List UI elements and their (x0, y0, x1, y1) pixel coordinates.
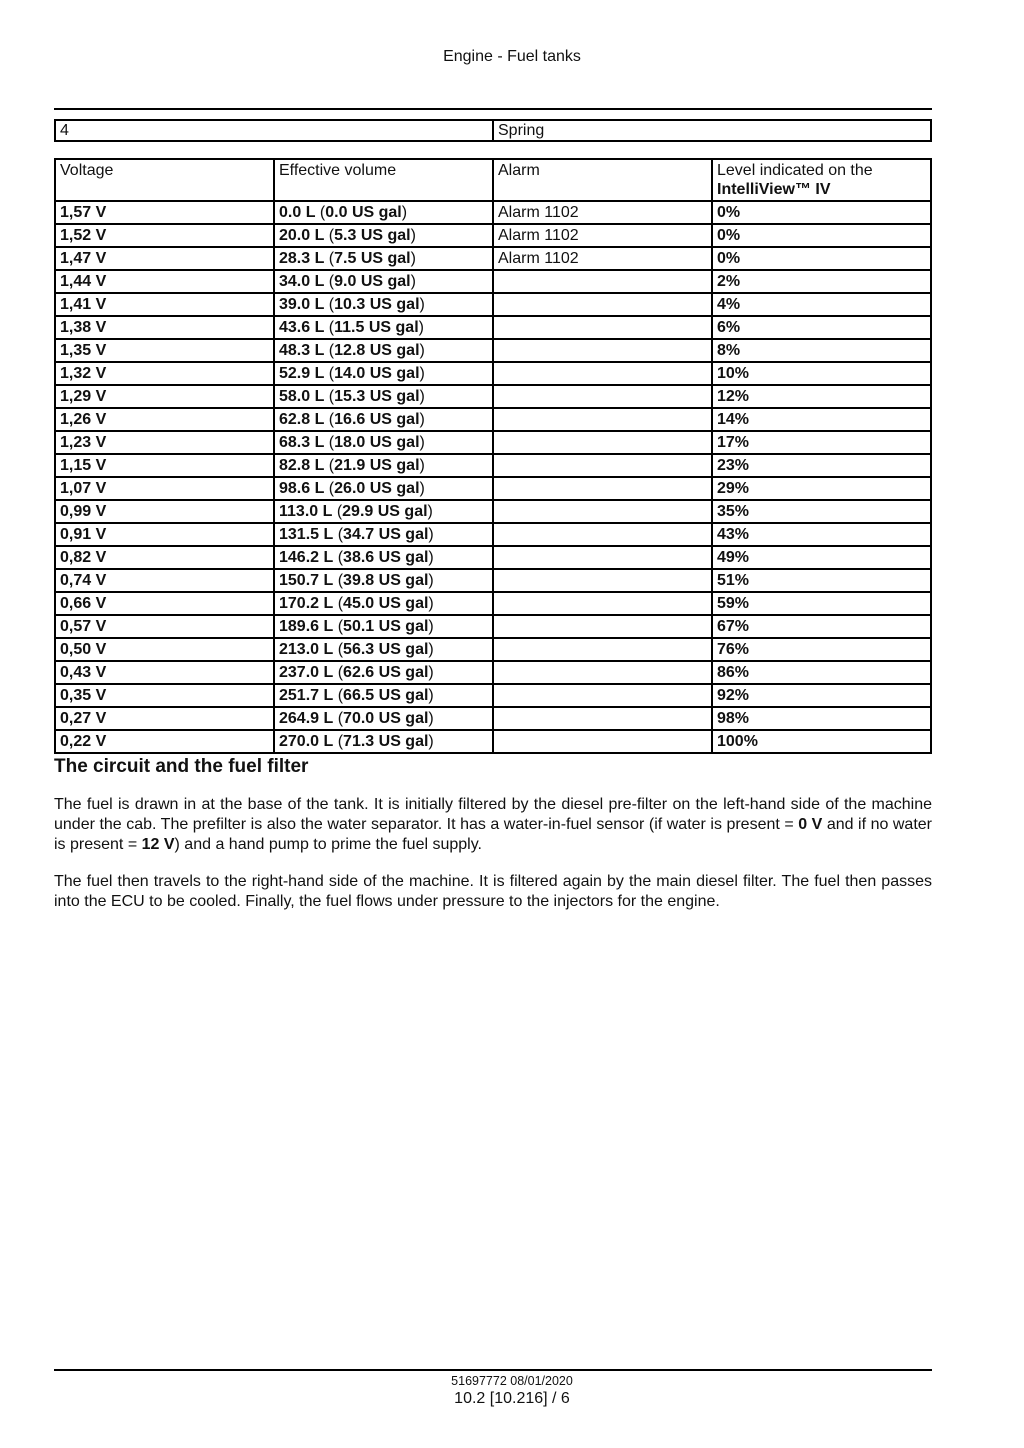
cell-effective-volume: 113.0 L (29.9 US gal) (274, 500, 493, 523)
table-row (55, 201, 931, 224)
header-alarm: Alarm (493, 159, 712, 201)
cell-alarm (493, 592, 712, 615)
cell-gallons: 12.8 US gal (334, 342, 420, 359)
cell-voltage: 1,44 V (55, 270, 274, 293)
p1-text-c: and if no water is present = (54, 816, 933, 853)
cell-liters: 251.7 L (279, 687, 334, 704)
table-row (55, 224, 931, 247)
cell-voltage: 0,50 V (55, 638, 274, 661)
cell-voltage: 0,74 V (55, 569, 274, 592)
cell-alarm (493, 454, 712, 477)
cell-alarm (493, 339, 712, 362)
cell-gallons: 29.9 US gal (342, 503, 428, 520)
table-row (55, 385, 931, 408)
table-row (55, 730, 931, 753)
cell-gallons: 62.6 US gal (343, 664, 429, 681)
cell-level: 0% (712, 247, 931, 270)
cell-level: 0% (712, 224, 931, 247)
cell-effective-volume: 150.7 L (39.8 US gal) (274, 569, 493, 592)
paragraph-fuel-filter: The fuel then travels to the right-hand side of the machine. It is filtered again by the main diesel filter. The fuel then passes into the ECU to be cooled. Finally, the fuel flows under pressure to the injectors for the engine. (54, 873, 932, 910)
cell-gallons: 9.0 US gal (334, 273, 411, 290)
cell-effective-volume: 62.8 L (16.6 US gal) (274, 408, 493, 431)
section-heading: The circuit and the fuel filter (54, 756, 309, 777)
cell-alarm (493, 362, 712, 385)
cell-voltage: 0,66 V (55, 592, 274, 615)
cell-alarm: Alarm 1102 (493, 201, 712, 224)
p1-text-e: ) and a hand pump to prime the fuel supply. (174, 836, 482, 853)
legend-row (55, 120, 931, 141)
header-rule (54, 108, 932, 110)
cell-voltage: 1,23 V (55, 431, 274, 454)
cell-voltage: 0,99 V (55, 500, 274, 523)
cell-voltage: 1,07 V (55, 477, 274, 500)
cell-alarm (493, 684, 712, 707)
cell-effective-volume: 43.6 L (11.5 US gal) (274, 316, 493, 339)
cell-alarm: Alarm 1102 (493, 247, 712, 270)
cell-liters: 0.0 L (279, 204, 316, 221)
cell-gallons: 10.3 US gal (334, 296, 420, 313)
cell-effective-volume: 264.9 L (70.0 US gal) (274, 707, 493, 730)
cell-gallons: 15.3 US gal (334, 388, 420, 405)
cell-gallons: 45.0 US gal (343, 595, 429, 612)
cell-liters: 146.2 L (279, 549, 334, 566)
cell-alarm (493, 385, 712, 408)
cell-voltage: 1,47 V (55, 247, 274, 270)
cell-gallons: 50.1 US gal (343, 618, 429, 635)
cell-level: 59% (712, 592, 931, 615)
table-row (55, 500, 931, 523)
table-row (55, 638, 931, 661)
cell-alarm (493, 661, 712, 684)
table-row (55, 270, 931, 293)
cell-level: 29% (712, 477, 931, 500)
cell-alarm (493, 707, 712, 730)
header-voltage: Voltage (55, 159, 274, 201)
cell-gallons: 21.9 US gal (334, 457, 420, 474)
legend-label: Spring (493, 120, 931, 141)
cell-voltage: 0,27 V (55, 707, 274, 730)
page-header-title: Engine - Fuel tanks (443, 48, 581, 65)
cell-liters: 264.9 L (279, 710, 334, 727)
cell-effective-volume: 82.8 L (21.9 US gal) (274, 454, 493, 477)
cell-gallons: 71.3 US gal (343, 733, 429, 750)
cell-alarm (493, 316, 712, 339)
table-row (55, 362, 931, 385)
cell-level: 76% (712, 638, 931, 661)
table-row (55, 523, 931, 546)
cell-liters: 189.6 L (279, 618, 334, 635)
cell-effective-volume: 0.0 L (0.0 US gal) (274, 201, 493, 224)
cell-gallons: 38.6 US gal (343, 549, 429, 566)
cell-level: 23% (712, 454, 931, 477)
cell-gallons: 16.6 US gal (334, 411, 420, 428)
header-level-line2: IntelliView™ IV (717, 181, 831, 198)
p1-bold-0v: 0 V (798, 816, 823, 833)
cell-level: 17% (712, 431, 931, 454)
cell-level: 49% (712, 546, 931, 569)
cell-voltage: 1,26 V (55, 408, 274, 431)
table-row (55, 431, 931, 454)
cell-voltage: 0,35 V (55, 684, 274, 707)
cell-liters: 62.8 L (279, 411, 325, 428)
table-row (55, 408, 931, 431)
cell-gallons: 11.5 US gal (334, 319, 419, 336)
cell-level: 12% (712, 385, 931, 408)
cell-level: 92% (712, 684, 931, 707)
cell-liters: 43.6 L (279, 319, 325, 336)
cell-voltage: 0,43 V (55, 661, 274, 684)
table-row (55, 615, 931, 638)
cell-alarm (493, 569, 712, 592)
cell-gallons: 18.0 US gal (334, 434, 420, 451)
cell-voltage: 1,57 V (55, 201, 274, 224)
cell-liters: 39.0 L (279, 296, 325, 313)
cell-effective-volume: 68.3 L (18.0 US gal) (274, 431, 493, 454)
header-level-line1: Level indicated on the (717, 162, 873, 179)
cell-alarm (493, 477, 712, 500)
cell-level: 10% (712, 362, 931, 385)
cell-alarm (493, 500, 712, 523)
table-row (55, 477, 931, 500)
cell-gallons: 56.3 US gal (343, 641, 429, 658)
cell-alarm (493, 270, 712, 293)
table-row (55, 661, 931, 684)
cell-effective-volume: 170.2 L (45.0 US gal) (274, 592, 493, 615)
table-header-row (55, 159, 931, 201)
cell-liters: 48.3 L (279, 342, 325, 359)
footer-page-number: 10.2 [10.216] / 6 (454, 1390, 570, 1407)
cell-effective-volume: 34.0 L (9.0 US gal) (274, 270, 493, 293)
table-row (55, 454, 931, 477)
cell-voltage: 1,41 V (55, 293, 274, 316)
cell-effective-volume: 189.6 L (50.1 US gal) (274, 615, 493, 638)
cell-voltage: 0,82 V (55, 546, 274, 569)
cell-liters: 213.0 L (279, 641, 334, 658)
cell-liters: 20.0 L (279, 227, 325, 244)
table-row (55, 339, 931, 362)
cell-level: 98% (712, 707, 931, 730)
cell-voltage: 0,91 V (55, 523, 274, 546)
cell-voltage: 0,57 V (55, 615, 274, 638)
cell-voltage: 1,29 V (55, 385, 274, 408)
cell-level: 67% (712, 615, 931, 638)
cell-effective-volume: 39.0 L (10.3 US gal) (274, 293, 493, 316)
p1-text-a: The fuel is drawn in at the base of the tank. It is initially filtered by the diesel pre-filter on the left-hand side of the machine under the cab. The prefilter is also the water separator. It has a water-in-fuel sensor (if water is present = (54, 796, 932, 833)
legend-number: 4 (55, 120, 493, 141)
cell-level: 43% (712, 523, 931, 546)
cell-gallons: 70.0 US gal (343, 710, 429, 727)
cell-liters: 68.3 L (279, 434, 325, 451)
cell-voltage: 1,15 V (55, 454, 274, 477)
cell-level: 0% (712, 201, 931, 224)
cell-level: 14% (712, 408, 931, 431)
cell-effective-volume: 251.7 L (66.5 US gal) (274, 684, 493, 707)
cell-liters: 113.0 L (279, 503, 333, 520)
cell-alarm (493, 523, 712, 546)
cell-alarm (493, 546, 712, 569)
cell-alarm (493, 293, 712, 316)
cell-gallons: 26.0 US gal (334, 480, 420, 497)
cell-liters: 52.9 L (279, 365, 325, 382)
cell-level: 86% (712, 661, 931, 684)
table-row (55, 247, 931, 270)
cell-level: 35% (712, 500, 931, 523)
cell-gallons: 0.0 US gal (325, 204, 402, 221)
cell-voltage: 1,38 V (55, 316, 274, 339)
p1-bold-12v: 12 V (141, 836, 175, 853)
cell-liters: 270.0 L (279, 733, 334, 750)
cell-alarm: Alarm 1102 (493, 224, 712, 247)
cell-alarm (493, 730, 712, 753)
table-row (55, 293, 931, 316)
footer-doc-code: 51697772 08/01/2020 (451, 1374, 573, 1388)
cell-liters: 150.7 L (279, 572, 334, 589)
header-level-indicated (712, 159, 931, 201)
cell-alarm (493, 408, 712, 431)
cell-level: 6% (712, 316, 931, 339)
cell-level: 100% (712, 730, 931, 753)
cell-voltage: 1,32 V (55, 362, 274, 385)
cell-effective-volume: 52.9 L (14.0 US gal) (274, 362, 493, 385)
paragraph-circuit (54, 795, 932, 855)
cell-alarm (493, 615, 712, 638)
cell-gallons: 39.8 US gal (343, 572, 429, 589)
cell-level: 51% (712, 569, 931, 592)
cell-liters: 28.3 L (279, 250, 325, 267)
cell-liters: 131.5 L (279, 526, 334, 543)
cell-gallons: 66.5 US gal (343, 687, 429, 704)
cell-level: 4% (712, 293, 931, 316)
cell-level: 2% (712, 270, 931, 293)
cell-voltage: 1,52 V (55, 224, 274, 247)
cell-liters: 98.6 L (279, 480, 325, 497)
cell-effective-volume: 270.0 L (71.3 US gal) (274, 730, 493, 753)
cell-liters: 34.0 L (279, 273, 325, 290)
table-row (55, 592, 931, 615)
legend-table (54, 119, 932, 142)
cell-effective-volume: 20.0 L (5.3 US gal) (274, 224, 493, 247)
cell-effective-volume: 237.0 L (62.6 US gal) (274, 661, 493, 684)
fuel-level-table (54, 158, 932, 754)
footer-rule (54, 1369, 932, 1371)
cell-gallons: 34.7 US gal (343, 526, 429, 543)
cell-gallons: 14.0 US gal (334, 365, 420, 382)
cell-voltage: 0,22 V (55, 730, 274, 753)
cell-liters: 82.8 L (279, 457, 325, 474)
cell-alarm (493, 638, 712, 661)
table-row (55, 569, 931, 592)
table-row (55, 684, 931, 707)
cell-effective-volume: 131.5 L (34.7 US gal) (274, 523, 493, 546)
cell-effective-volume: 28.3 L (7.5 US gal) (274, 247, 493, 270)
cell-effective-volume: 146.2 L (38.6 US gal) (274, 546, 493, 569)
cell-liters: 237.0 L (279, 664, 334, 681)
cell-liters: 170.2 L (279, 595, 334, 612)
cell-level: 8% (712, 339, 931, 362)
cell-gallons: 7.5 US gal (334, 250, 411, 267)
cell-liters: 58.0 L (279, 388, 325, 405)
cell-effective-volume: 48.3 L (12.8 US gal) (274, 339, 493, 362)
cell-alarm (493, 431, 712, 454)
header-effective-volume: Effective volume (274, 159, 493, 201)
cell-effective-volume: 213.0 L (56.3 US gal) (274, 638, 493, 661)
table-row (55, 707, 931, 730)
cell-gallons: 5.3 US gal (334, 227, 411, 244)
cell-effective-volume: 98.6 L (26.0 US gal) (274, 477, 493, 500)
table-row (55, 316, 931, 339)
cell-effective-volume: 58.0 L (15.3 US gal) (274, 385, 493, 408)
table-row (55, 546, 931, 569)
cell-voltage: 1,35 V (55, 339, 274, 362)
